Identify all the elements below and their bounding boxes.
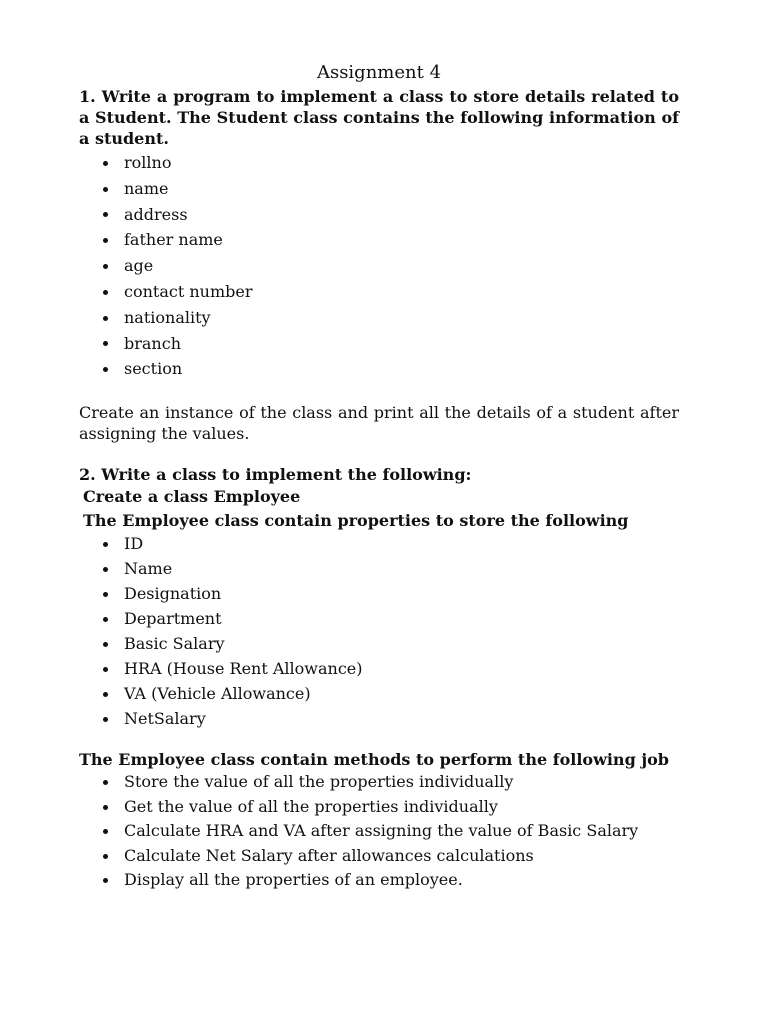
- employee-methods-list: [79, 770, 679, 893]
- question-2-heading: 2. Write a class to implement the following:: [79, 465, 472, 485]
- list-item: Get the value of all the properties individually: [124, 795, 679, 820]
- list-item: Calculate HRA and VA after assigning the value of Basic Salary: [124, 819, 679, 844]
- list-item: Designation: [124, 581, 679, 606]
- list-item: Department: [124, 606, 679, 631]
- list-item: nationality: [124, 305, 679, 331]
- list-item: ID: [124, 531, 679, 556]
- question-2-subheading: Create a class Employee: [83, 487, 301, 507]
- list-item: Basic Salary: [124, 631, 679, 656]
- list-item: name: [124, 176, 679, 202]
- student-fields-list: [79, 150, 679, 382]
- list-item: section: [124, 356, 679, 382]
- properties-heading: The Employee class contain properties to store the following: [83, 511, 629, 531]
- list-item: Store the value of all the properties individually: [124, 770, 679, 795]
- list-item: father name: [124, 227, 679, 253]
- employee-properties-list: [79, 531, 679, 731]
- list-item: VA (Vehicle Allowance): [124, 681, 679, 706]
- list-item: NetSalary: [124, 706, 679, 731]
- list-item: contact number: [124, 279, 679, 305]
- page-title: Assignment 4: [316, 62, 442, 83]
- question-1-heading: 1. Write a program to implement a class to store details related to a Student. The Student class contains the following information of a student.: [79, 87, 679, 148]
- list-item: HRA (House Rent Allowance): [124, 656, 679, 681]
- list-item: branch: [124, 331, 679, 357]
- list-item: address: [124, 202, 679, 228]
- list-item: rollno: [124, 150, 679, 176]
- methods-heading: The Employee class contain methods to perform the following job: [79, 750, 669, 770]
- list-item: age: [124, 253, 679, 279]
- list-item: Display all the properties of an employee.: [124, 868, 679, 893]
- question-1-instruction: Create an instance of the class and print all the details of a student after assigning the values.: [79, 403, 679, 444]
- list-item: Calculate Net Salary after allowances calculations: [124, 844, 679, 869]
- list-item: Name: [124, 556, 679, 581]
- document-page: [79, 60, 679, 893]
